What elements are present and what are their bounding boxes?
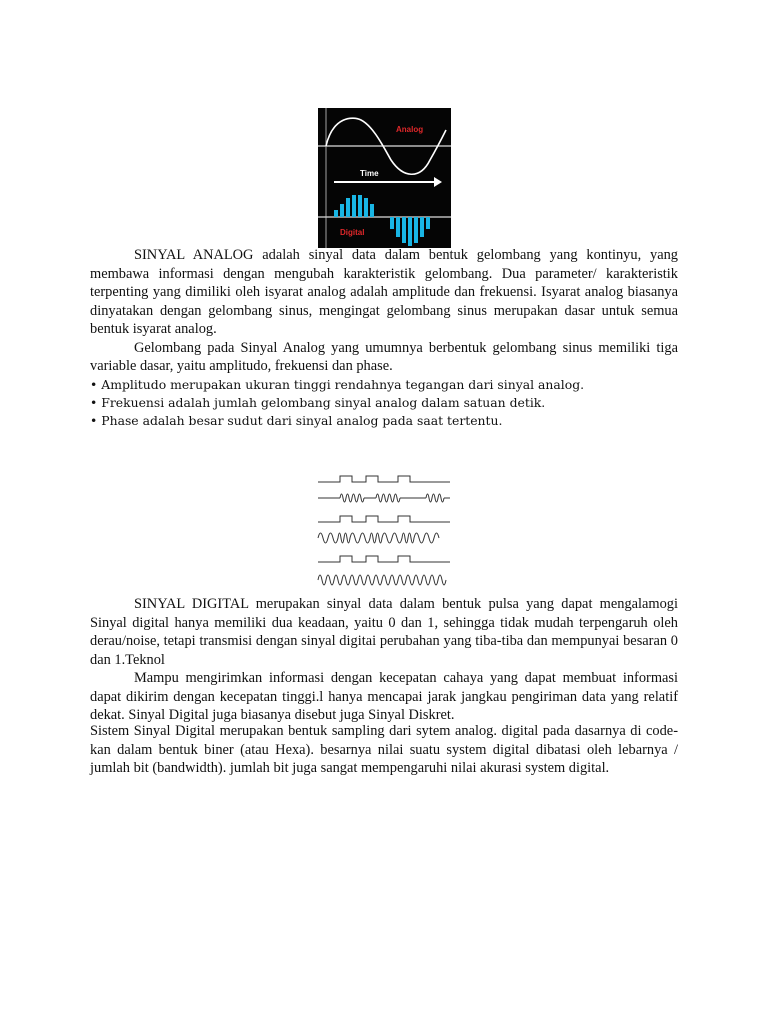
analog-bullet-list bbox=[90, 376, 678, 430]
digital-paragraph-1: SINYAL DIGITAL merupakan sinyal data dalam bentuk pulsa yang dapat mengalamogi Sinyal digital hanya memiliki dua keadaan, yaitu 0 dan 1, sehingga tidak mudah terpengaruh oleh derau/noise, tetapi transmisi dengan sinyal digitai perubahan yang tiba-tiba dan mempunyai besaran 0 dan 1.Teknol bbox=[90, 596, 678, 668]
modulation-figure bbox=[314, 462, 454, 596]
bullet-phase: • Phase adalah besar sudut dari sinyal analog pada saat tertentu. bbox=[90, 412, 503, 428]
digital-label: Digital bbox=[340, 228, 365, 237]
digital-section bbox=[90, 595, 678, 725]
analog-digital-figure bbox=[318, 108, 451, 248]
digital-system-section bbox=[90, 722, 678, 778]
bullet-frekuensi: • Frekuensi adalah jumlah gelombang sinyal analog dalam satuan detik. bbox=[90, 394, 546, 410]
analog-label: Analog bbox=[396, 125, 424, 134]
analog-paragraph-2: Gelombang pada Sinyal Analog yang umumnya berbentuk gelombang sinus memiliki tiga variable dasar, yaitu amplitudo, frekuensi dan phase. bbox=[90, 339, 678, 374]
bullet-amplitudo: • Amplitudo merupakan ukuran tinggi rendahnya tegangan dari sinyal analog. bbox=[90, 376, 585, 392]
digital-paragraph-3: Sistem Sinyal Digital merupakan bentuk sampling dari sytem analog. digital pada dasarnya di code-kan dalam bentuk biner (atau Hexa). besarnya nilai suatu system digital dibatasi oleh lebarnya / jumlah bit (bandwidth). jumlah bit juga sangat mempengaruhi nilai akurasi system digital. bbox=[90, 723, 678, 776]
analog-section bbox=[90, 246, 678, 430]
time-label: Time bbox=[360, 169, 379, 178]
digital-paragraph-2: Mampu mengirimkan informasi dengan kecepatan cahaya yang dapat membuat informasi dapat dikirim dengan kecepatan tinggi.l hanya mencapai jarak jangkau pengiriman data yang relatif dekat. Sinyal Digital juga biasanya disebut juga Sinyal Diskret. bbox=[90, 670, 678, 723]
analog-paragraph-1: SINYAL ANALOG adalah sinyal data dalam bentuk gelombang yang kontinyu, yang membawa informasi dengan mengubah karakteristik gelombang. Dua parameter/ karakteristik terpenting yang dimiliki oleh isyarat analog adalah amplitude dan frekuensi. Isyarat analog biasanya dinyatakan dengan gelombang sinus, mengingat gelombang sinus merupakan dasar untuk semua bentuk isyarat analog. bbox=[90, 247, 678, 337]
